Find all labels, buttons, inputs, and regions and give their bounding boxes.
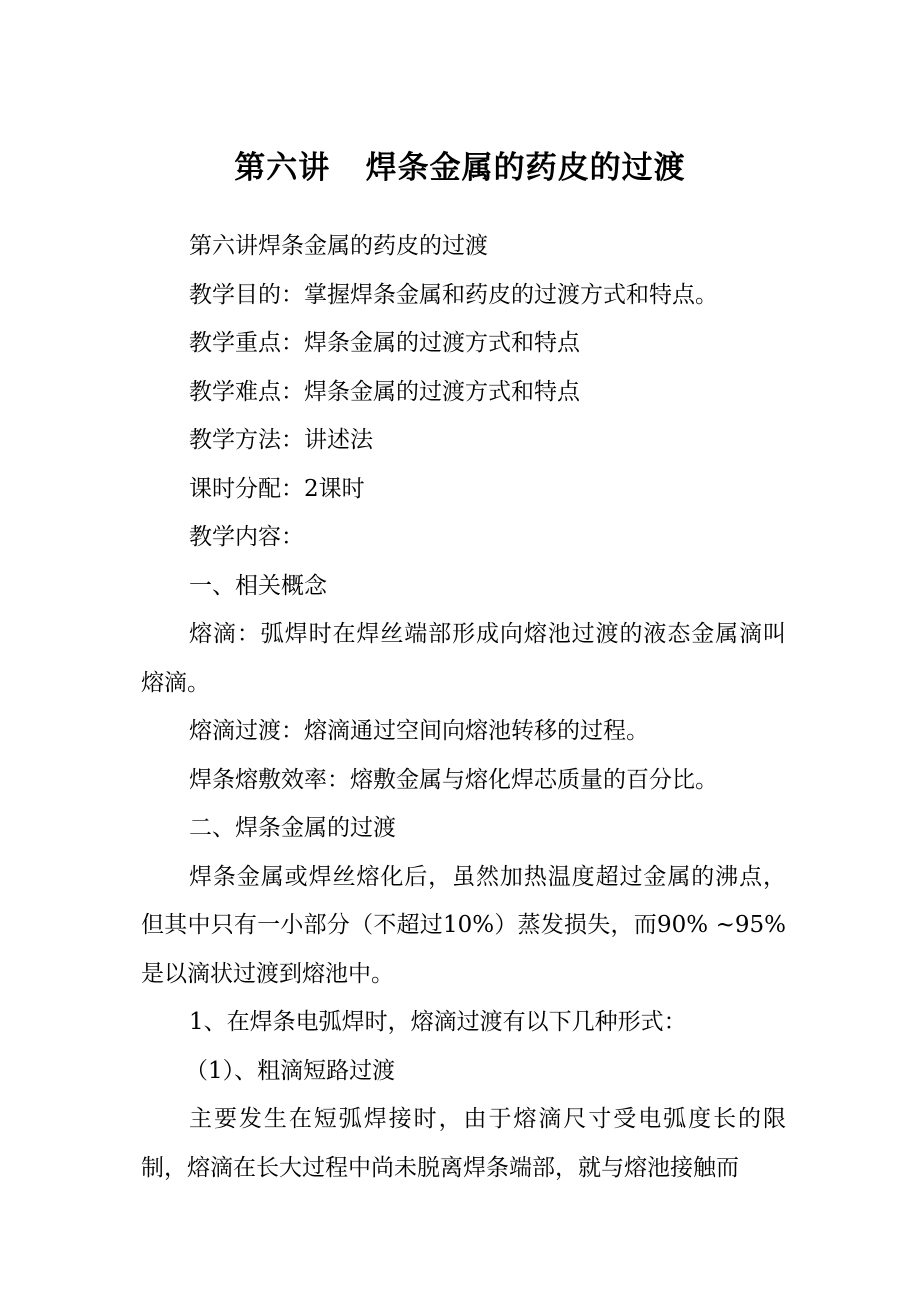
body-paragraph: 焊条金属或焊丝熔化后，虽然加热温度超过金属的沸点，但其中只有一小部分（不超过10%）蒸发损失，而90% ~95%是以滴状过渡到熔池中。 [141,863,786,987]
definition-droplet: 熔滴：弧焊时在焊丝端部形成向熔池过渡的液态金属滴叫熔滴。 [141,621,786,696]
definition-deposition-efficiency: 焊条熔敷效率：熔敷金属与熔化焊芯质量的百分比。 [189,766,718,793]
definition-droplet-transfer: 熔滴过渡：熔滴通过空间向熔池转移的过程。 [189,718,649,744]
teaching-difficulty: 教学难点：焊条金属的过渡方式和特点 [189,378,580,405]
teaching-content-label: 教学内容： [189,524,304,550]
sub-item-1: （1）、粗滴短路过渡 [185,1057,396,1084]
section-heading-2: 二、焊条金属的过渡 [189,815,396,841]
lecture-heading: 第六讲焊条金属的药皮的过渡 [189,233,488,259]
numbered-item-1: 1、在焊条电弧焊时，熔滴过渡有以下几种形式： [189,1009,687,1035]
teaching-objective: 教学目的：掌握焊条金属和药皮的过渡方式和特点。 [189,281,718,308]
document-body [141,222,786,1192]
body-paragraph: 主要发生在短弧焊接时，由于熔滴尺寸受电弧度长的限制，熔滴在长大过程中尚未脱离焊条端部，就与熔池接触而 [141,1106,786,1181]
teaching-focus: 教学重点：焊条金属的过渡方式和特点 [189,330,580,356]
class-hours: 课时分配：2课时 [189,475,365,502]
section-heading-1: 一、相关概念 [189,572,327,599]
document-title: 第六讲 焊条金属的药皮的过渡 [234,150,686,186]
teaching-method: 教学方法：讲述法 [189,427,373,453]
